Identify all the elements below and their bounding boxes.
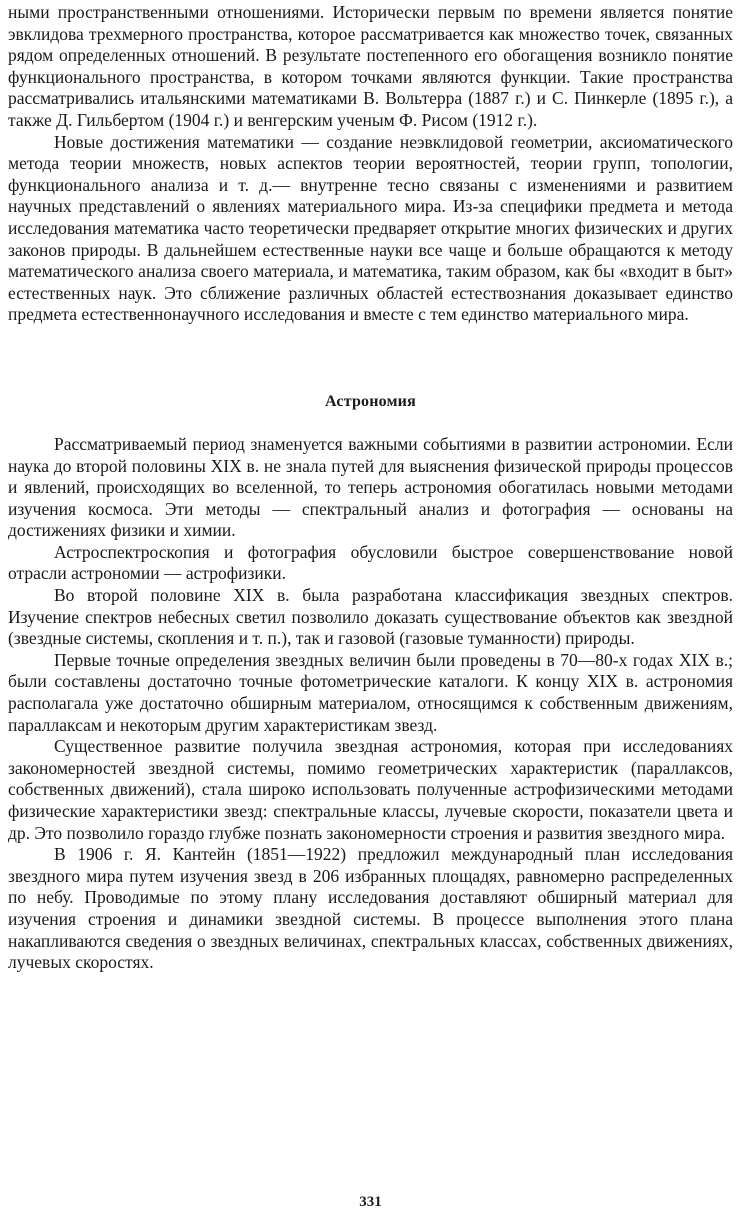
paragraph-astronomy-intro: Рассматриваемый период знаменуется важными событиями в развитии астрономии. Если наука до второй половины XIX в. не знала путей для выяснения физической природы процессов и явлений, происходящих во вселенной, то теперь астрономия обогатилась новыми методами изучения космоса. Эти методы — спектральный анализ и фотография — основаны на достижениях физики и химии. — [8, 433, 733, 541]
paragraph-stellar-magnitudes: Первые точные определения звездных величин были проведены в 70—80-х годах XIX в.; были составлены достаточно точные фотометрические каталоги. К концу XIX в. астрономия располагала уже достаточно обширным материалом, относящимся к собственным движениям, параллаксам и некоторым другим характеристикам звезд. — [8, 649, 733, 735]
document-page — [8, 2, 733, 974]
paragraph-continuation: ными пространственными отношениями. Исторически первым по времени является понятие эвклидова трехмерного пространства, которое рассматривается как множество точек, связанных рядом определенных отношений. В результате постепенного его обогащения возникло понятие функционального пространства, в котором точками являются функции. Такие пространства рассматривались итальянскими математиками В. Вольтерра (1887 г.) и С. Пинкерле (1895 г.), а также Д. Гильбертом (1904 г.) и венгерским ученым Ф. Рисом (1912 г.). — [8, 2, 733, 130]
paragraph-astrospectroscopy: Астроспектроскопия и фотография обусловили быстрое совершенствование новой отрасли астрономии — астрофизики. — [8, 541, 733, 584]
paragraph-star-spectra: Во второй половине XIX в. была разработана классификация звездных спектров. Изучение спектров небесных светил позволило доказать существование объектов как звездной (звездные системы, скопления и т. п.), так и газовой (газовые туманности) природы. — [8, 585, 733, 649]
paragraph-kapteyn-plan: В 1906 г. Я. Кантейн (1851—1922) предложил международный план исследования звездного мира путем изучения звезд в 206 избранных площадях, равномерно распределенных по небу. Проводимые по этому плану исследования доставляют обширный материал для изучения строения и динамики звездной системы. В процессе выполнения этого плана накапливаются сведения о звездных величинах, спектральных классах, собственных движениях, лучевых скоростях. — [8, 844, 733, 973]
paragraph-mathematics-achievements: Новые достижения математики — создание неэвклидовой геометрии, аксиоматического метода теории множеств, новых аспектов теории вероятностей, теории групп, топологии, функционального анализа и т. д.— внутренне тесно связаны с изменениями и развитием научных представлений о явлениях материального мира. Из-за специфики предмета и метода исследования математика часто теоретически предваряет открытие многих физических и других законов природы. В дальнейшем естественные науки все чаще и больше обращаются к методу математического анализа своего материала, и математика, таким образом, как бы «входит в быт» естественных наук. Это сближение различных областей естествознания доказывает единство предмета естественнонаучного исследования и вместе с тем единство материального мира. — [8, 131, 733, 325]
page-number: 331 — [359, 1194, 382, 1210]
paragraph-stellar-astronomy: Существенное развитие получила звездная астрономия, которая при исследованиях закономерностей звездной системы, помимо геометрических характеристик (параллаксов, собственных движений), стала широко использовать полученные астрофизическими методами физические характеристики звезд: спектральные классы, лучевые скорости, показатели цвета и др. Это позволило гораздо глубже познать закономерности строения и развития звездного мира. — [8, 736, 733, 843]
section-title: Астрономия — [325, 392, 416, 410]
